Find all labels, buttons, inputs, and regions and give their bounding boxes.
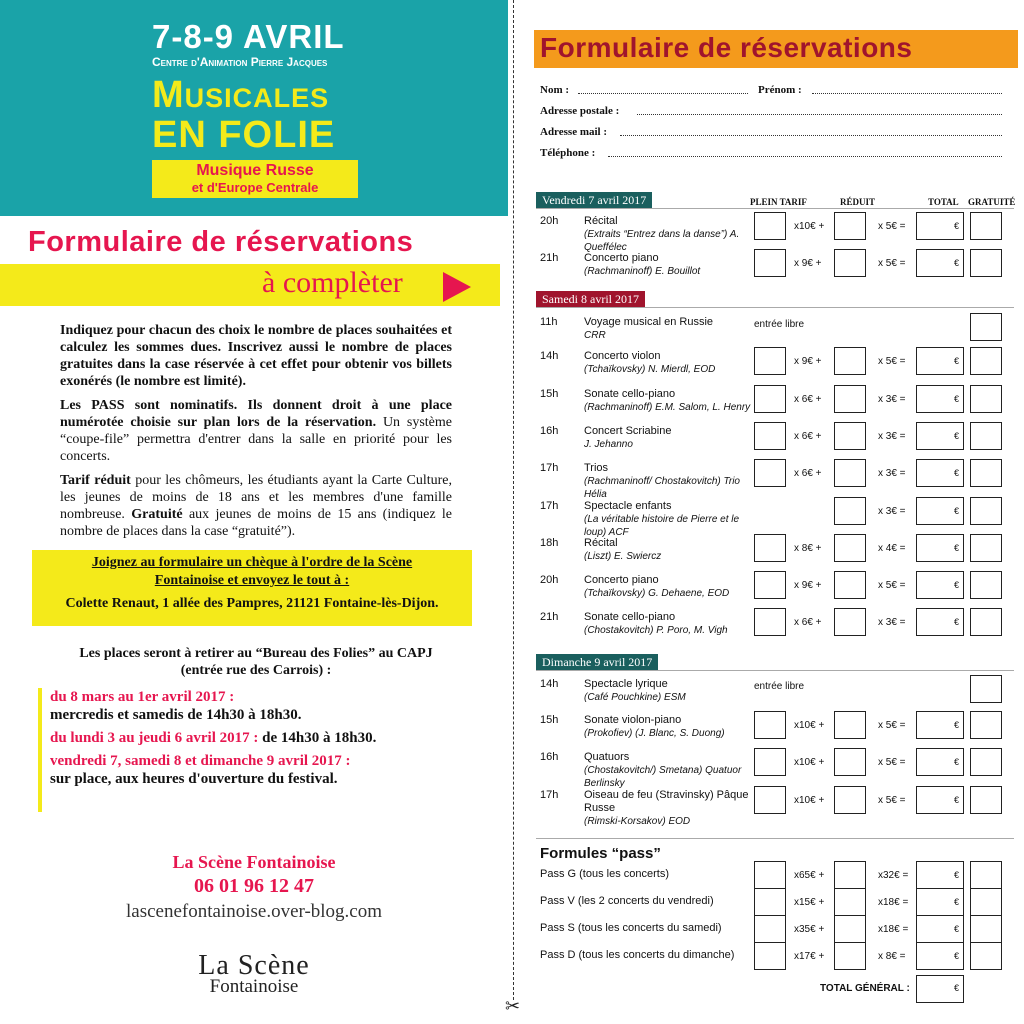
reduit-price: x 5€ = bbox=[878, 795, 906, 806]
event-time: 20h bbox=[540, 574, 559, 586]
reduit-box[interactable] bbox=[834, 571, 866, 599]
event-title: Sonate violon-piano (Prokofiev) (J. Blanc, S. Duong) bbox=[584, 714, 725, 739]
plein-tarif-price: x10€ + bbox=[794, 720, 825, 731]
event-title: Sonate cello-piano (Rachmaninoff) E.M. Salom, L. Henry bbox=[584, 388, 751, 413]
reduit-price: x 5€ = bbox=[878, 258, 906, 269]
festival-subtitle-1: Musique Russe bbox=[196, 162, 314, 179]
reduit-box[interactable] bbox=[834, 786, 866, 814]
instructions-p2: Les PASS sont nominatifs. Ils donnent droit à une place numérotée choisie sur plan lors de la réservation. Un système “coupe-file” permettra d'entrer dans la salle en priorité pour les concerts. bbox=[60, 398, 452, 464]
reduit-box[interactable] bbox=[834, 608, 866, 636]
event-title: Voyage musical en Russie CRR bbox=[584, 316, 714, 341]
pass-reduit-box[interactable] bbox=[834, 915, 866, 943]
euro-sign: € bbox=[954, 951, 960, 961]
reduit-price: x 3€ = bbox=[878, 506, 906, 517]
reduit-box[interactable] bbox=[834, 385, 866, 413]
plein-tarif-price: x 6€ + bbox=[794, 468, 822, 479]
event-title: Récital (Liszt) E. Swiercz bbox=[584, 537, 662, 562]
euro-sign: € bbox=[954, 617, 960, 627]
pass-label: Pass S (tous les concerts du samedi) bbox=[540, 922, 722, 934]
event-title: Concerto violon (Tchaïkovsky) N. Mierdl, EOD bbox=[584, 350, 716, 375]
formules-title: Formules “pass” bbox=[540, 845, 661, 862]
mailing-address: Colette Renaut, 1 allée des Pampres, 21121 Fontaine-lès-Dijon. bbox=[65, 596, 439, 611]
contact bbox=[0, 852, 508, 923]
nom-field[interactable] bbox=[578, 93, 748, 94]
col-plein-tarif: PLEIN TARIF bbox=[750, 197, 807, 207]
euro-sign: € bbox=[954, 795, 960, 805]
divider bbox=[536, 307, 1014, 308]
left-form-title: Formulaire de réservations bbox=[28, 226, 414, 258]
plein-tarif-box[interactable] bbox=[754, 571, 786, 599]
reservation-form bbox=[522, 0, 1024, 1024]
event-time: 14h bbox=[540, 350, 559, 362]
reduit-price: x 4€ = bbox=[878, 543, 906, 554]
adresse-field[interactable] bbox=[637, 114, 1002, 115]
schedule-bar bbox=[38, 688, 42, 812]
plein-tarif-price: x 9€ + bbox=[794, 580, 822, 591]
reduit-price: x 5€ = bbox=[878, 757, 906, 768]
pass-reduit-box[interactable] bbox=[834, 942, 866, 970]
reduit-price: x 5€ = bbox=[878, 221, 906, 232]
cut-line bbox=[513, 0, 514, 1000]
reduit-price: x 3€ = bbox=[878, 394, 906, 405]
euro-sign: € bbox=[954, 543, 960, 553]
plein-tarif-price: x 9€ + bbox=[794, 356, 822, 367]
euro-sign: € bbox=[954, 394, 960, 404]
gratuite-box[interactable] bbox=[970, 497, 1002, 525]
euro-sign: € bbox=[954, 870, 960, 880]
event-time: 16h bbox=[540, 425, 559, 437]
gratuite-box[interactable] bbox=[970, 534, 1002, 562]
plein-tarif-box[interactable] bbox=[754, 385, 786, 413]
pass-plein-box[interactable] bbox=[754, 942, 786, 970]
instructions-p3: Tarif réduit pour les chômeurs, les étudiants ayant la Carte Culture, les jeunes de moins de 18 ans et les membres d'une famille nombreuse. Gratuité aux jeunes de moins de 15 ans (indiquez le nombre de places dans la case “gratuité”). bbox=[60, 473, 452, 539]
festival-subtitle-box bbox=[152, 160, 358, 198]
pass-plein-box[interactable] bbox=[754, 888, 786, 916]
scissors-icon: ✂ bbox=[505, 996, 521, 1016]
reduit-box[interactable] bbox=[834, 249, 866, 277]
plein-tarif-price: x 6€ + bbox=[794, 617, 822, 628]
event-time: 11h bbox=[540, 316, 558, 328]
mail-field[interactable] bbox=[620, 135, 1002, 136]
plein-tarif-box[interactable] bbox=[754, 347, 786, 375]
event-time: 15h bbox=[540, 714, 559, 726]
schedule bbox=[50, 688, 500, 793]
pass-reduit-box[interactable] bbox=[834, 888, 866, 916]
gratuite-box[interactable] bbox=[970, 459, 1002, 487]
day-header-saturday: Samedi 8 avril 2017 bbox=[536, 291, 645, 307]
event-time: 15h bbox=[540, 388, 559, 400]
euro-sign: € bbox=[954, 431, 960, 441]
pass-gratuite-box[interactable] bbox=[970, 861, 1002, 889]
reduit-box[interactable] bbox=[834, 711, 866, 739]
reduit-price: x 3€ = bbox=[878, 431, 906, 442]
total-euro: € bbox=[954, 983, 960, 993]
euro-sign: € bbox=[954, 258, 960, 268]
event-title: Concerto piano (Rachmaninoff) E. Bouillot bbox=[584, 252, 701, 277]
plein-tarif-price: x 6€ + bbox=[794, 394, 822, 405]
pass-label: Pass D (tous les concerts du dimanche) bbox=[540, 949, 735, 961]
event-title: Récital (Extraits “Entrez dans la danse”) A. Queffélec bbox=[584, 215, 740, 253]
plein-tarif-box[interactable] bbox=[754, 249, 786, 277]
divider bbox=[536, 208, 1014, 209]
tel-field[interactable] bbox=[608, 156, 1002, 157]
plein-tarif-price: x 9€ + bbox=[794, 258, 822, 269]
euro-sign: € bbox=[954, 580, 960, 590]
logo: La Scène Fontainoise bbox=[198, 950, 310, 997]
pass-reduit-price: x 8€ = bbox=[878, 951, 906, 962]
reduit-price: x 5€ = bbox=[878, 720, 906, 731]
pickup-info: Les places seront à retirer au “Bureau des Folies” au CAPJ (entrée rue des Carrois) : bbox=[79, 646, 433, 678]
divider bbox=[536, 838, 1014, 839]
event-title: Oiseau de feu (Stravinsky) Pâque Russe (Rimski-Korsakov) EOD bbox=[584, 789, 749, 827]
euro-sign: € bbox=[954, 356, 960, 366]
col-gratuite: GRATUITÉ bbox=[968, 197, 1016, 207]
euro-sign: € bbox=[954, 720, 960, 730]
plein-tarif-price: x10€ + bbox=[794, 221, 825, 232]
event-time: 17h bbox=[540, 789, 559, 801]
day-header-sunday: Dimanche 9 avril 2017 bbox=[536, 654, 658, 670]
gratuite-box[interactable] bbox=[970, 212, 1002, 240]
left-panel bbox=[0, 0, 508, 1024]
gratuite-box[interactable] bbox=[970, 571, 1002, 599]
contact-name: La Scène Fontainoise bbox=[172, 852, 336, 872]
yellow-stripe bbox=[0, 264, 500, 306]
festival-title-2: EN FOLIE bbox=[152, 114, 336, 156]
plein-tarif-box[interactable] bbox=[754, 459, 786, 487]
instructions-p1: Indiquez pour chacun des choix le nombre de places souhaitées et calculez les sommes dues. Inscrivez aussi le nombre de places gratuites dans la case réservée à cet effet pour obtenir vos billets exonérés (le nombre est limité). bbox=[60, 323, 452, 389]
event-title: Quatuors (Chostakovitch/) Smetana) Quatuor Berlinsky bbox=[584, 751, 742, 789]
tel-label: Téléphone : bbox=[540, 147, 596, 159]
euro-sign: € bbox=[954, 897, 960, 907]
pass-gratuite-box[interactable] bbox=[970, 942, 1002, 970]
reduit-price: x 3€ = bbox=[878, 468, 906, 479]
pass-plein-price: x65€ + bbox=[794, 870, 825, 881]
plein-tarif-box[interactable] bbox=[754, 422, 786, 450]
pass-reduit-price: x32€ = bbox=[878, 870, 909, 881]
reduit-box[interactable] bbox=[834, 422, 866, 450]
reduit-box[interactable] bbox=[834, 534, 866, 562]
festival-dates: 7-8-9 AVRIL bbox=[152, 18, 345, 55]
event-time: 18h bbox=[540, 537, 559, 549]
euro-sign: € bbox=[954, 506, 960, 516]
adresse-label: Adresse postale : bbox=[540, 105, 620, 117]
pass-plein-price: x15€ + bbox=[794, 897, 825, 908]
pass-reduit-price: x18€ = bbox=[878, 897, 909, 908]
schedule-1: du 8 mars au 1er avril 2017 : mercredis et samedis de 14h30 à 18h30. bbox=[50, 689, 302, 723]
gratuite-box[interactable] bbox=[970, 675, 1002, 703]
day-header-friday: Vendredi 7 avril 2017 bbox=[536, 192, 652, 208]
pass-label: Pass G (tous les concerts) bbox=[540, 868, 669, 880]
plein-tarif-box[interactable] bbox=[754, 786, 786, 814]
prenom-field[interactable] bbox=[812, 93, 1002, 94]
divider bbox=[536, 670, 1014, 671]
event-time: 17h bbox=[540, 500, 559, 512]
pass-plein-box[interactable] bbox=[754, 861, 786, 889]
gratuite-box[interactable] bbox=[970, 313, 1002, 341]
nom-label: Nom : bbox=[540, 84, 570, 96]
gratuite-box[interactable] bbox=[970, 347, 1002, 375]
prenom-label: Prénom : bbox=[758, 84, 802, 96]
pass-plein-price: x17€ + bbox=[794, 951, 825, 962]
event-title: Sonate cello-piano (Chostakovitch) P. Poro, M. Vigh bbox=[584, 611, 728, 636]
plein-tarif-box[interactable] bbox=[754, 212, 786, 240]
event-time: 21h bbox=[540, 252, 559, 264]
reduit-box[interactable] bbox=[834, 497, 866, 525]
event-title: Spectacle lyrique (Café Pouchkine) ESM bbox=[584, 678, 686, 703]
gratuite-box[interactable] bbox=[970, 249, 1002, 277]
form-title-banner bbox=[534, 30, 1018, 68]
euro-sign: € bbox=[954, 757, 960, 767]
cheque-instruction: Joignez au formulaire un chèque à l'ordre de la Scène Fontainoise et envoyez le tout à : bbox=[91, 555, 413, 588]
schedule-2: du lundi 3 au jeudi 6 avril 2017 : de 14h30 à 18h30. bbox=[50, 730, 377, 746]
reduit-box[interactable] bbox=[834, 459, 866, 487]
event-title: Concert Scriabine J. Jehanno bbox=[584, 425, 672, 450]
reduit-price: x 3€ = bbox=[878, 617, 906, 628]
euro-sign: € bbox=[954, 468, 960, 478]
contact-website[interactable]: lascenefontainoise.over-blog.com bbox=[125, 901, 383, 922]
gratuite-box[interactable] bbox=[970, 608, 1002, 636]
mail-label: Adresse mail : bbox=[540, 126, 608, 138]
gratuite-box[interactable] bbox=[970, 385, 1002, 413]
plein-tarif-price: x 6€ + bbox=[794, 431, 822, 442]
event-time: 17h bbox=[540, 462, 559, 474]
instructions bbox=[60, 322, 452, 547]
pass-plein-price: x35€ + bbox=[794, 924, 825, 935]
col-total: TOTAL bbox=[928, 197, 959, 207]
free-entry-label: entrée libre bbox=[754, 681, 805, 692]
pass-gratuite-box[interactable] bbox=[970, 915, 1002, 943]
gratuite-box[interactable] bbox=[970, 748, 1002, 776]
reduit-box[interactable] bbox=[834, 212, 866, 240]
festival-subtitle-2: et d'Europe Centrale bbox=[191, 180, 319, 195]
plein-tarif-box[interactable] bbox=[754, 534, 786, 562]
event-title: Concerto piano (Tchaïkovsky) G. Dehaene, EOD bbox=[584, 574, 730, 599]
arrow-right-icon bbox=[443, 272, 471, 302]
reduit-box[interactable] bbox=[834, 347, 866, 375]
total-label: TOTAL GÉNÉRAL : bbox=[820, 983, 910, 994]
pass-plein-box[interactable] bbox=[754, 915, 786, 943]
form-title: Formulaire de réservations bbox=[540, 32, 913, 63]
plein-tarif-box[interactable] bbox=[754, 748, 786, 776]
festival-title-1: Musicales bbox=[152, 74, 330, 116]
reduit-price: x 5€ = bbox=[878, 580, 906, 591]
plein-tarif-box[interactable] bbox=[754, 608, 786, 636]
plein-tarif-price: x 8€ + bbox=[794, 543, 822, 554]
plein-tarif-box[interactable] bbox=[754, 711, 786, 739]
contact-phone: 06 01 96 12 47 bbox=[194, 875, 314, 897]
form-subtitle: à complèter bbox=[262, 266, 403, 299]
gratuite-box[interactable] bbox=[970, 786, 1002, 814]
schedule-3: vendredi 7, samedi 8 et dimanche 9 avril 2017 : sur place, aux heures d'ouverture du festival. bbox=[50, 753, 351, 787]
gratuite-box[interactable] bbox=[970, 711, 1002, 739]
event-title: Trios (Rachmaninoff/ Chostakovitch) Trio Hélia bbox=[584, 462, 740, 500]
pass-reduit-price: x18€ = bbox=[878, 924, 909, 935]
plein-tarif-price: x10€ + bbox=[794, 757, 825, 768]
event-title: Spectacle enfants (La véritable histoire de Pierre et le loup) ACF bbox=[584, 500, 740, 538]
col-reduit: RÉDUIT bbox=[840, 197, 876, 207]
venue-name: Centre d'Animation Pierre Jacques bbox=[152, 55, 328, 69]
euro-sign: € bbox=[954, 221, 960, 231]
free-entry-label: entrée libre bbox=[754, 319, 805, 330]
mailing-box bbox=[32, 550, 472, 626]
event-time: 14h bbox=[540, 678, 559, 690]
event-time: 20h bbox=[540, 215, 559, 227]
euro-sign: € bbox=[954, 924, 960, 934]
plein-tarif-price: x10€ + bbox=[794, 795, 825, 806]
pass-reduit-box[interactable] bbox=[834, 861, 866, 889]
reduit-price: x 5€ = bbox=[878, 356, 906, 367]
pass-gratuite-box[interactable] bbox=[970, 888, 1002, 916]
pass-label: Pass V (les 2 concerts du vendredi) bbox=[540, 895, 714, 907]
event-time: 16h bbox=[540, 751, 559, 763]
event-time: 21h bbox=[540, 611, 559, 623]
reduit-box[interactable] bbox=[834, 748, 866, 776]
gratuite-box[interactable] bbox=[970, 422, 1002, 450]
